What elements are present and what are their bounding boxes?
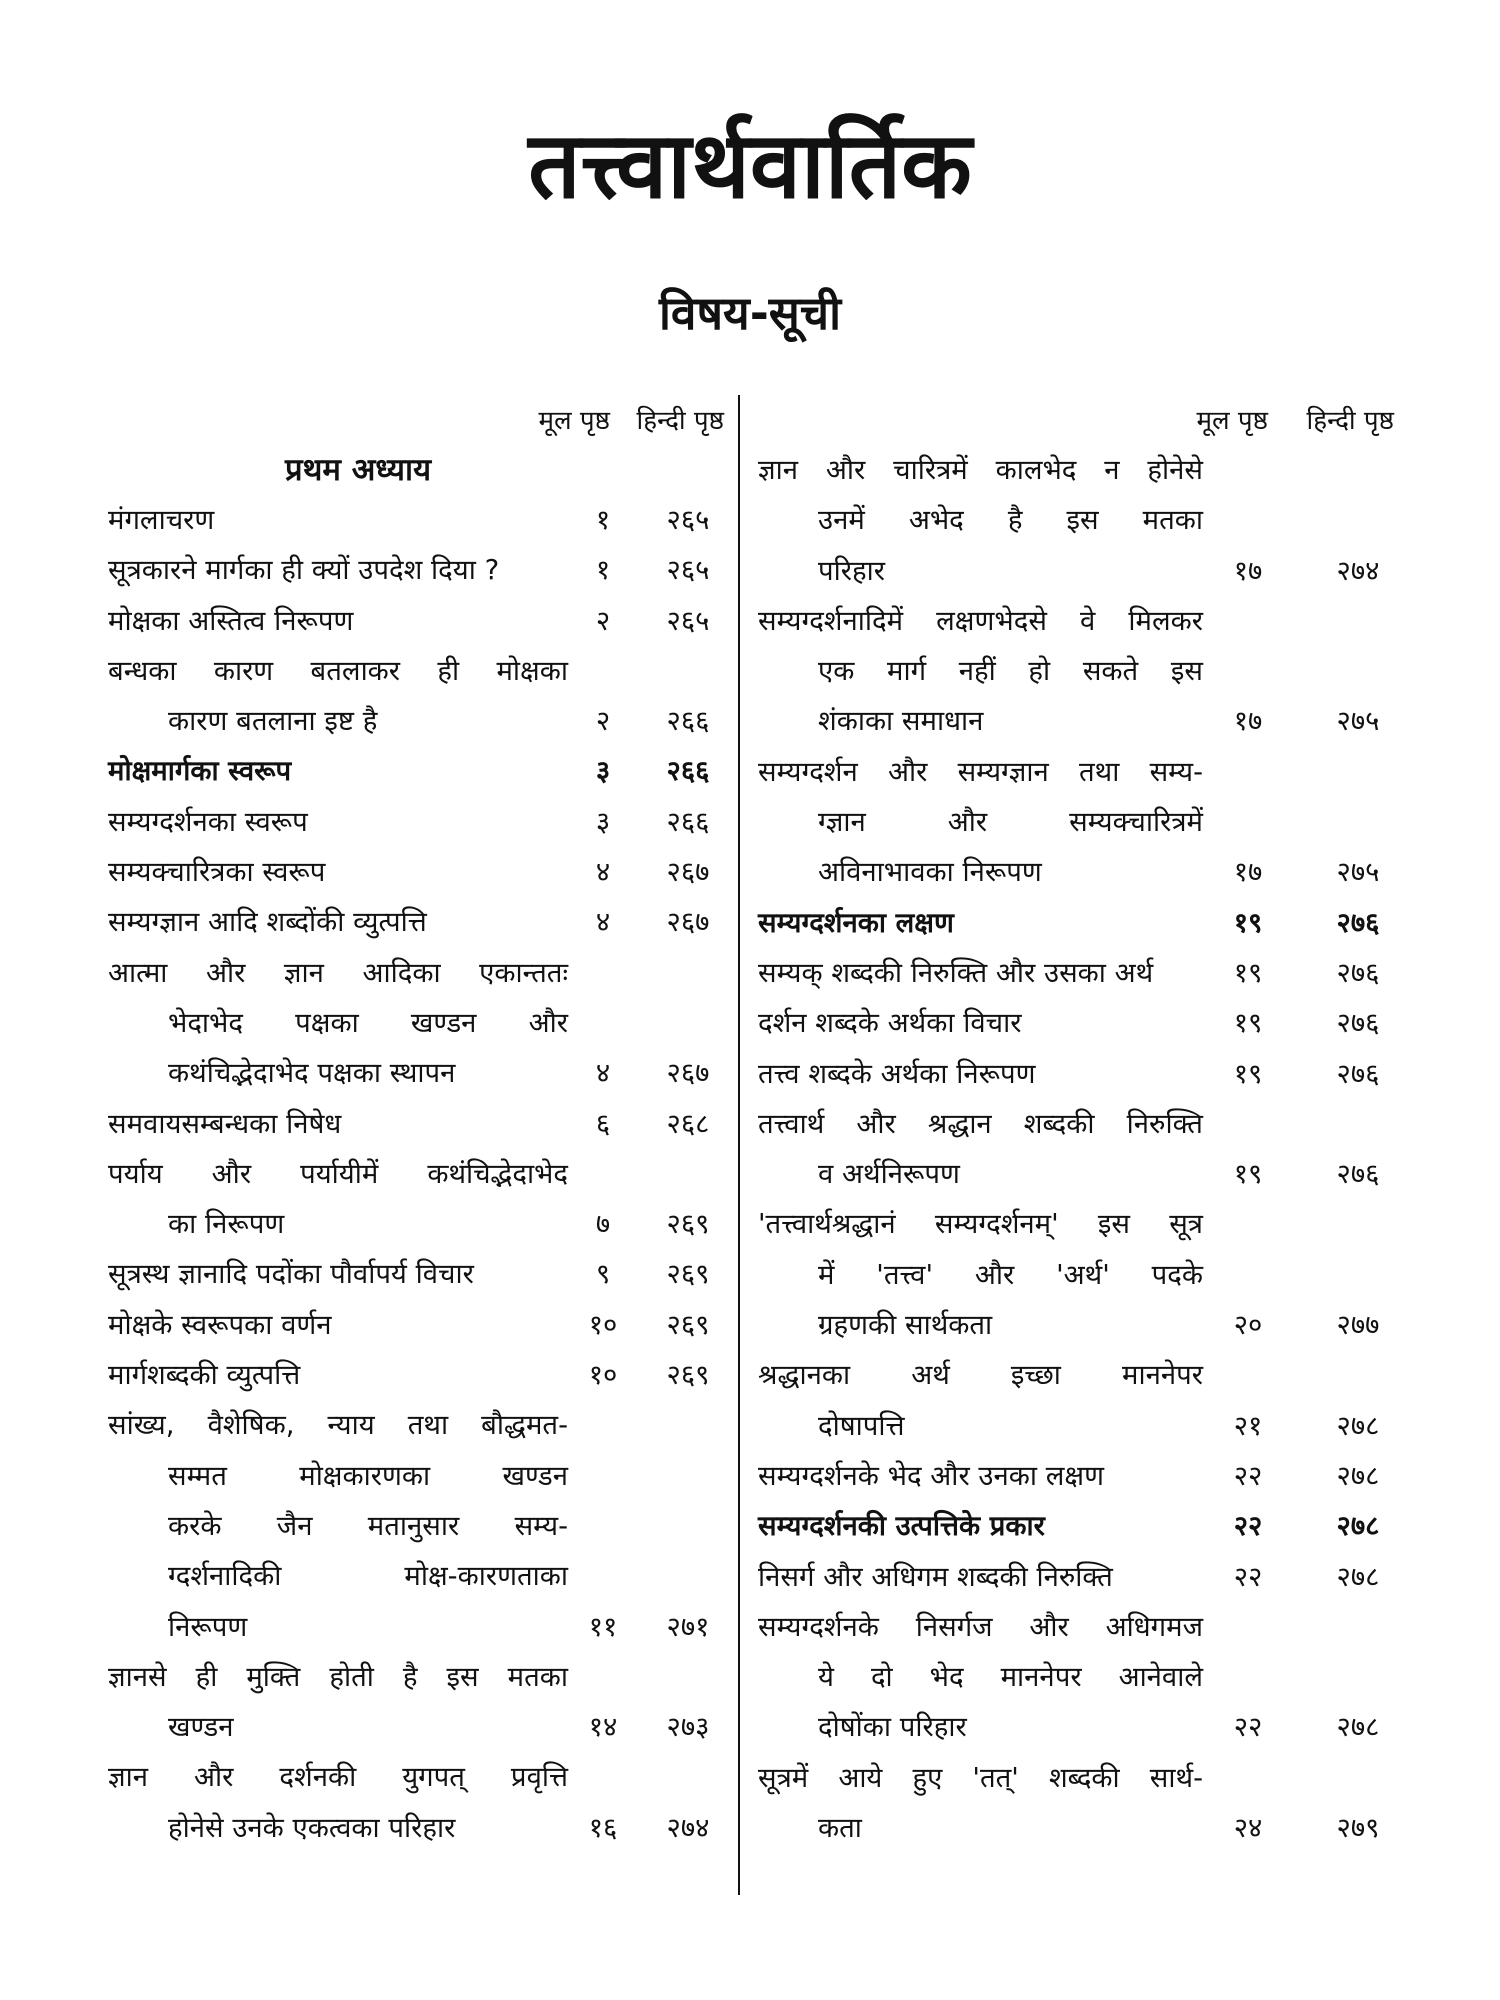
toc-entry-line: सूत्रस्थ ज्ञानादि पदोंका पौर्वापर्य विचार — [108, 1258, 474, 1291]
toc-entry-text — [758, 948, 1203, 998]
mool-page-number: २ — [595, 705, 611, 738]
left-entry-list — [108, 495, 728, 1853]
column-divider — [738, 395, 740, 1895]
toc-entry-line: समवायसम्बन्धका निषेध — [108, 1107, 342, 1140]
toc-entry — [108, 1300, 728, 1350]
toc-entry — [108, 1652, 728, 1753]
toc-entry-line: व अर्थनिरूपण — [818, 1158, 960, 1191]
toc-entry-text — [758, 1602, 1203, 1753]
toc-entry-line: भेदाभेद पक्षका खण्डन और — [168, 1006, 568, 1039]
hindi-page-number: २६५ — [666, 554, 710, 587]
toc-entry-line: ज्ञान और दर्शनकी युगपत् प्रवृत्ति — [108, 1761, 568, 1794]
toc-entry-text — [758, 1451, 1203, 1501]
mool-page-number: १९ — [1233, 906, 1263, 939]
hindi-page-number: २६७ — [666, 1057, 710, 1090]
toc-entry — [108, 1149, 728, 1250]
toc-entry-line: कथंचिद्भेदाभेद पक्षका स्थापन — [168, 1057, 456, 1090]
toc-entry — [108, 1099, 728, 1149]
hindi-page-number: २६९ — [666, 1359, 710, 1392]
toc-entry-line: मार्गशब्दकी व्युत्पत्ति — [108, 1359, 301, 1392]
hindi-page-number: २७८ — [1336, 1711, 1380, 1744]
toc-entry-line: सम्यक्चारित्रका स्वरूप — [108, 856, 326, 889]
toc-entry-line: मोक्षमार्गका स्वरूप — [108, 755, 292, 788]
toc-entry — [758, 1199, 1418, 1350]
hindi-page-number: २७७ — [1336, 1309, 1380, 1342]
hindi-page-number: २७८ — [1336, 1409, 1380, 1442]
mool-page-number: २२ — [1233, 1711, 1263, 1744]
toc-entry-text — [108, 545, 568, 595]
toc-entry-line: सूत्रकारने मार्गका ही क्यों उपदेश दिया ? — [108, 554, 500, 587]
hindi-page-number: २७८ — [1336, 1459, 1380, 1492]
toc-entry — [108, 847, 728, 897]
toc-entry-text — [108, 1350, 568, 1400]
left-column-header — [108, 395, 728, 445]
mool-page-number: १७ — [1233, 705, 1263, 738]
toc-entry — [108, 948, 728, 1099]
mool-page-number: १ — [595, 554, 611, 587]
mool-page-number: १७ — [1233, 554, 1263, 587]
toc-entry-line: मंगलाचरण — [108, 504, 215, 536]
mool-page-number: १० — [588, 1359, 618, 1392]
toc-entry-text — [108, 1300, 568, 1350]
mool-page-number: १९ — [1233, 956, 1263, 989]
mool-page-number: ४ — [595, 1057, 611, 1090]
toc-entry-line: पर्याय और पर्यायीमें कथंचिद्भेदाभेद — [108, 1157, 568, 1190]
toc-entry-line: अविनाभावका निरूपण — [818, 856, 1042, 889]
hindi-page-number: २७५ — [1336, 856, 1380, 889]
hindi-page-number: २६९ — [666, 1208, 710, 1241]
toc-entry-text — [108, 948, 568, 1099]
toc-entry-line: होनेसे उनके एकत्वका परिहार — [168, 1811, 456, 1844]
hindi-page-number: २७८ — [1336, 1510, 1380, 1543]
toc-entry — [758, 596, 1418, 747]
toc-entry — [758, 1501, 1418, 1551]
toc-entry-line: में 'तत्त्व' और 'अर्थ' पदके — [818, 1258, 1203, 1291]
mool-page-number: १९ — [1233, 1158, 1263, 1191]
toc-entry-line: करके जैन मतानुसार सम्य- — [168, 1509, 568, 1542]
mool-page-number: १४ — [588, 1711, 618, 1744]
toc-entry-text — [758, 1753, 1203, 1854]
toc-entry — [108, 646, 728, 747]
toc-entry-text — [758, 998, 1203, 1048]
toc-entry-line: सम्यग्दर्शनादिमें लक्षणभेदसे वे मिलकर — [758, 604, 1203, 637]
right-entry-list — [758, 445, 1418, 1853]
toc-entry — [758, 1049, 1418, 1099]
hindi-page-number: २६८ — [666, 1107, 710, 1140]
mool-page-number: ९ — [595, 1258, 611, 1291]
index-title: विषय-सूची — [658, 286, 842, 340]
toc-entry — [758, 1753, 1418, 1854]
toc-entry-line: दोषोंका परिहार — [818, 1711, 967, 1744]
toc-entry-text — [758, 1199, 1203, 1350]
mool-page-number: ७ — [595, 1208, 611, 1241]
hindi-page-number: २६६ — [666, 755, 710, 788]
toc-entry-line: सम्यग्दर्शनका लक्षण — [758, 906, 954, 939]
toc-entry-line: सूत्रमें आये हुए 'तत्' शब्दकी सार्थ- — [758, 1761, 1203, 1794]
toc-entry-line: आत्मा और ज्ञान आदिका एकान्ततः — [108, 956, 568, 989]
mool-page-number: २४ — [1233, 1812, 1263, 1845]
right-column-header — [758, 395, 1418, 445]
mool-page-number: २१ — [1233, 1409, 1263, 1442]
hindi-page-number: २६५ — [666, 504, 710, 536]
toc-entry-line: सम्यग्दर्शनके निसर्गज और अधिगमज — [758, 1610, 1203, 1643]
mool-page-number: २२ — [1233, 1560, 1263, 1593]
toc-entry-line: उनमें अभेद है इस मतका — [818, 504, 1203, 537]
toc-entry — [758, 1099, 1418, 1200]
toc-entry — [758, 1602, 1418, 1753]
toc-entry-line: 'तत्त्वार्थश्रद्धानं सम्यग्दर्शनम्' इस सूत्र — [758, 1208, 1203, 1241]
toc-entry — [108, 1350, 728, 1400]
toc-entry — [108, 797, 728, 847]
mool-page-number: १ — [595, 504, 611, 536]
toc-entry-text — [108, 1752, 568, 1853]
mool-page-number: १९ — [1233, 1057, 1263, 1090]
mool-page-number: ६ — [595, 1107, 611, 1140]
toc-entry-line: सांख्य, वैशेषिक, न्याय तथा बौद्धमत- — [108, 1409, 568, 1442]
toc-entry-line: सम्यक् शब्दकी निरुक्ति और उसका अर्थ — [758, 956, 1154, 989]
toc-entry-text — [108, 1149, 568, 1250]
toc-entry — [758, 898, 1418, 948]
mool-page-number: ४ — [595, 906, 611, 939]
toc-entry-line: दर्शन शब्दके अर्थका विचार — [758, 1007, 1022, 1040]
toc-entry-line: बन्धका कारण बतलाकर ही मोक्षका — [108, 654, 568, 687]
hindi-page-header: हिन्दी पृष्ठ — [1306, 406, 1394, 436]
hindi-page-number: २७५ — [1336, 705, 1380, 738]
mool-page-number: ३ — [595, 755, 611, 788]
toc-entry-line: ग्रहणकी सार्थकता — [818, 1309, 993, 1342]
mool-page-number: २२ — [1233, 1510, 1263, 1543]
toc-entry-line: निसर्ग और अधिगम शब्दकी निरुक्ति — [758, 1560, 1113, 1593]
toc-entry-line: कता — [818, 1812, 862, 1845]
toc-entry — [758, 445, 1418, 596]
toc-entry-text — [108, 596, 568, 646]
hindi-page-number: २६५ — [666, 604, 710, 637]
toc-entry-line: ये दो भेद माननेपर आनेवाले — [818, 1661, 1203, 1694]
mool-page-number: ११ — [588, 1610, 618, 1643]
toc-entry-line: ज्ञानसे ही मुक्ति होती है इस मतका — [108, 1660, 568, 1693]
toc-entry-line: मोक्षका अस्तित्व निरूपण — [108, 604, 354, 637]
toc-entry — [758, 1350, 1418, 1451]
toc-entry — [108, 897, 728, 947]
toc-entry-line: सम्यग्दर्शनका स्वरूप — [108, 805, 308, 838]
toc-entry-line: सम्यग्ज्ञान आदि शब्दोंकी व्युत्पत्ति — [108, 906, 427, 939]
toc-entry-line: ज्ञान और चारित्रमें कालभेद न होनेसे — [758, 454, 1203, 486]
toc-entry-text — [758, 1350, 1203, 1451]
hindi-page-number: २६९ — [666, 1258, 710, 1291]
mool-page-number: २२ — [1233, 1459, 1263, 1492]
toc-entry-text — [108, 847, 568, 897]
toc-entry-line: खण्डन — [168, 1711, 234, 1744]
hindi-page-header: हिन्दी पृष्ठ — [636, 406, 724, 436]
toc-entry-text — [758, 1049, 1203, 1099]
toc-entry-text — [108, 1249, 568, 1299]
toc-entry-line: एक मार्ग नहीं हो सकते इस — [818, 655, 1203, 688]
toc-entry-text — [758, 596, 1203, 747]
toc-entry — [108, 1752, 728, 1853]
toc-entry-text — [758, 1099, 1203, 1200]
toc-entry-line: सम्यग्दर्शनकी उत्पत्तिके प्रकार — [758, 1510, 1045, 1543]
toc-entry-text — [108, 797, 568, 847]
toc-entry-text — [108, 1400, 568, 1651]
toc-entry-line: तत्त्वार्थ और श्रद्धान शब्दकी निरुक्ति — [758, 1107, 1203, 1140]
mool-page-number: १६ — [588, 1811, 618, 1844]
hindi-page-number: २७९ — [1336, 1812, 1380, 1845]
right-column — [758, 395, 1418, 1905]
hindi-page-number: २७१ — [666, 1610, 710, 1643]
hindi-page-number: २७६ — [1336, 906, 1380, 939]
mool-page-number: १७ — [1233, 856, 1263, 889]
hindi-page-number: २६७ — [666, 906, 710, 939]
hindi-page-number: २६७ — [666, 856, 710, 889]
mool-page-number: १० — [588, 1308, 618, 1341]
toc-entry-text — [758, 1501, 1203, 1551]
toc-entry-line: श्रद्धानका अर्थ इच्छा माननेपर — [758, 1359, 1203, 1392]
hindi-page-number: २७६ — [1336, 956, 1380, 989]
toc-entry-line: परिहार — [818, 554, 885, 587]
toc-entry-text — [108, 646, 568, 747]
toc-entry-text — [108, 1652, 568, 1753]
mool-page-header: मूल पृष्ठ — [538, 406, 610, 436]
toc-entry — [758, 1552, 1418, 1602]
toc-entry-line: निरूपण — [168, 1610, 248, 1643]
toc-entry-text — [108, 495, 568, 545]
toc-entry-text — [758, 747, 1203, 898]
toc-entry-text — [758, 1552, 1203, 1602]
toc-entry-line: शंकाका समाधान — [818, 705, 984, 738]
toc-entry — [758, 948, 1418, 998]
chapter-heading: प्रथम अध्याय — [284, 452, 432, 488]
toc-entry — [108, 596, 728, 646]
hindi-page-number: २७८ — [1336, 1560, 1380, 1593]
toc-entry-line: दोषापत्ति — [818, 1409, 905, 1442]
hindi-page-number: २७४ — [1336, 554, 1380, 587]
toc-entry-line: सम्यग्दर्शनके भेद और उनका लक्षण — [758, 1459, 1104, 1492]
toc-entry — [108, 1249, 728, 1299]
toc-entry — [108, 495, 728, 545]
toc-entry — [108, 746, 728, 796]
toc-entry-text — [108, 897, 568, 947]
left-column — [108, 395, 728, 1905]
mool-page-number: २ — [595, 604, 611, 637]
mool-page-number: १९ — [1233, 1007, 1263, 1040]
toc-entry-text — [108, 1099, 568, 1149]
hindi-page-number: २६९ — [666, 1308, 710, 1341]
toc-entry — [758, 1451, 1418, 1501]
hindi-page-number: २७६ — [1336, 1007, 1380, 1040]
mool-page-number: २० — [1233, 1309, 1263, 1342]
toc-entry — [108, 545, 728, 595]
mool-page-header: मूल पृष्ठ — [1196, 406, 1268, 436]
toc-entry-text — [758, 445, 1203, 596]
hindi-page-number: २७४ — [666, 1811, 710, 1844]
toc-entry — [108, 1400, 728, 1651]
book-title: तत्त्वार्थवार्तिक — [528, 112, 972, 219]
toc-entry-line: ग्ज्ञान और सम्यक्चारित्रमें — [818, 806, 1203, 839]
hindi-page-number: २६६ — [666, 705, 710, 738]
hindi-page-number: २७६ — [1336, 1158, 1380, 1191]
toc-entry-line: सम्मत मोक्षकारणका खण्डन — [168, 1459, 568, 1492]
mool-page-number: ४ — [595, 856, 611, 889]
toc-entry — [758, 998, 1418, 1048]
hindi-page-number: २७३ — [666, 1711, 710, 1744]
toc-entry-text — [758, 898, 1203, 948]
toc-entry-line: कारण बतलाना इष्ट है — [168, 705, 378, 738]
toc-entry-line: सम्यग्दर्शन और सम्यग्ज्ञान तथा सम्य- — [758, 755, 1203, 788]
mool-page-number: ३ — [595, 805, 611, 838]
toc-entry-line: मोक्षके स्वरूपका वर्णन — [108, 1308, 332, 1341]
hindi-page-number: २७६ — [1336, 1057, 1380, 1090]
toc-entry-text — [108, 746, 568, 796]
toc-entry — [758, 747, 1418, 898]
hindi-page-number: २६६ — [666, 805, 710, 838]
toc-entry-line: तत्त्व शब्दके अर्थका निरूपण — [758, 1057, 1036, 1090]
toc-entry-line: का निरूपण — [168, 1208, 285, 1241]
toc-entry-line: ग्दर्शनादिकी मोक्ष-कारणताका — [168, 1560, 568, 1593]
